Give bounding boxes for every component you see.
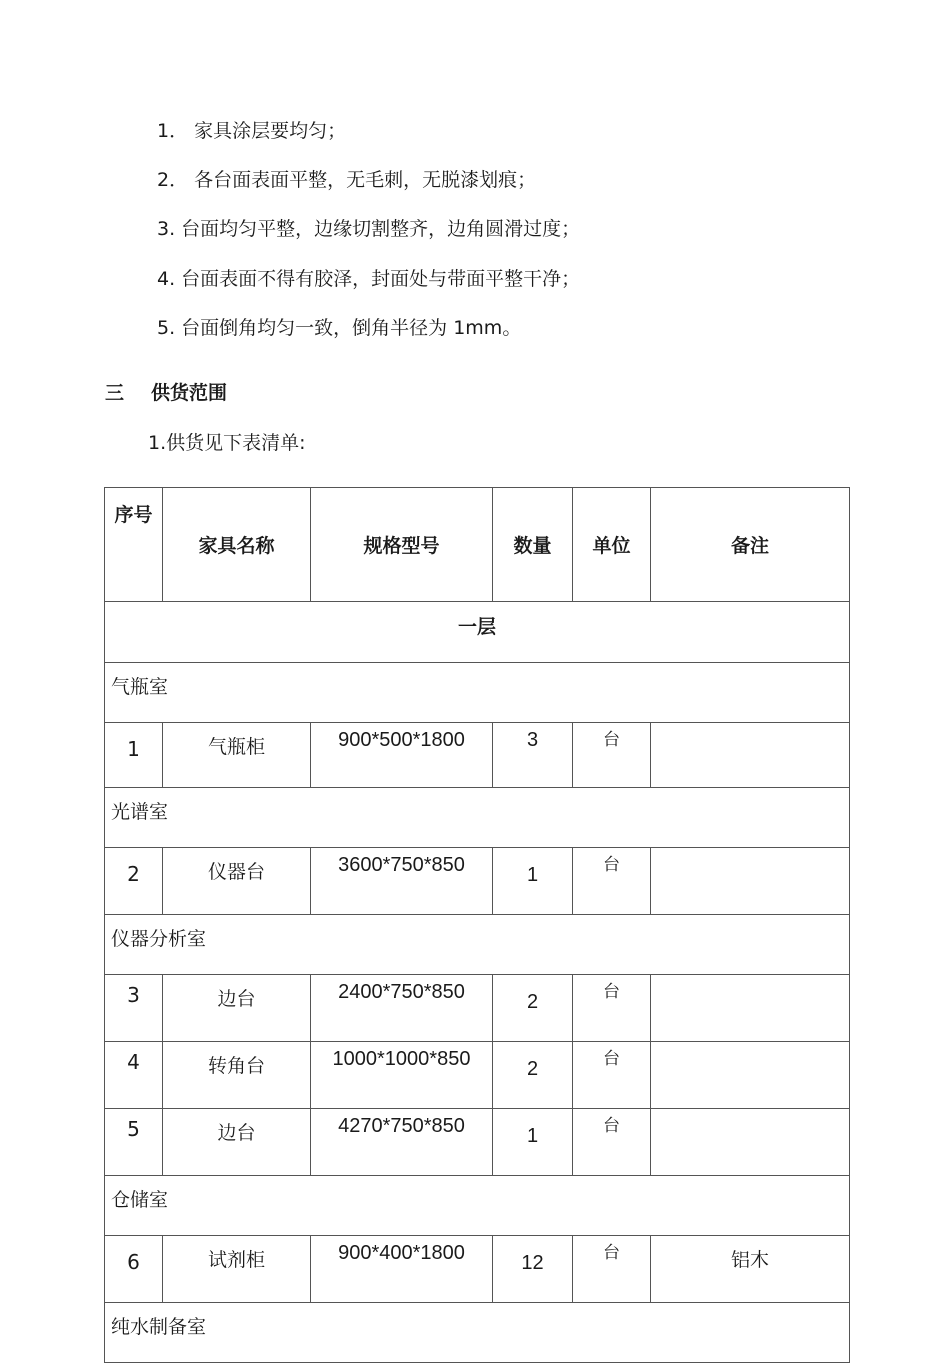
cell-note <box>651 848 850 915</box>
cell-seq: 2 <box>105 848 163 915</box>
room-row <box>105 915 850 975</box>
header-row <box>105 488 850 602</box>
cell-spec: 900*400*1800 <box>311 1236 493 1303</box>
room-name: 气瓶室 <box>105 663 850 723</box>
room-row <box>105 663 850 723</box>
cell-note <box>651 1109 850 1176</box>
cell-qty: 12 <box>493 1236 573 1303</box>
cell-note: 铝木 <box>651 1236 850 1303</box>
cell-spec: 3600*750*850 <box>311 848 493 915</box>
cell-qty: 1 <box>493 1109 573 1176</box>
cell-qty: 2 <box>493 975 573 1042</box>
room-name: 光谱室 <box>105 788 850 848</box>
requirement-item-3: 3. 台面均匀平整，边缘切割整齐，边角圆滑过度； <box>157 218 581 240</box>
requirement-item-2: 2． 各台面表面平整，无毛刺，无脱漆划痕； <box>157 169 537 191</box>
requirement-item-4: 4. 台面表面不得有胶泽，封面处与带面平整干净； <box>157 268 581 290</box>
cell-seq: 5 <box>105 1109 163 1176</box>
header-unit: 单位 <box>573 488 651 602</box>
room-row <box>105 1303 850 1363</box>
requirement-item-1: 1． 家具涂层要均匀； <box>157 120 347 142</box>
intro-text: 1.供货见下表清单: <box>148 432 306 454</box>
cell-qty: 1 <box>493 848 573 915</box>
header-spec: 规格型号 <box>311 488 493 602</box>
cell-seq: 4 <box>105 1042 163 1109</box>
header-note: 备注 <box>651 488 850 602</box>
cell-qty: 2 <box>493 1042 573 1109</box>
section-title: 供货范围 <box>151 382 228 404</box>
floor-label: 一层 <box>105 602 850 663</box>
cell-unit: 台 <box>573 723 651 788</box>
table-row <box>105 848 850 915</box>
cell-unit: 台 <box>573 1236 651 1303</box>
table-row <box>105 1236 850 1303</box>
room-row <box>105 1176 850 1236</box>
header-name: 家具名称 <box>163 488 311 602</box>
room-name: 仓储室 <box>105 1176 850 1236</box>
room-name: 仪器分析室 <box>105 915 850 975</box>
table-row <box>105 1109 850 1176</box>
header-seq: 序号 <box>105 488 163 602</box>
cell-seq: 3 <box>105 975 163 1042</box>
cell-unit: 台 <box>573 848 651 915</box>
cell-note <box>651 975 850 1042</box>
cell-unit: 台 <box>573 1042 651 1109</box>
cell-spec: 1000*1000*850 <box>311 1042 493 1109</box>
floor-row <box>105 602 850 663</box>
cell-spec: 900*500*1800 <box>311 723 493 788</box>
cell-name: 边台 <box>163 975 311 1042</box>
requirement-item-5: 5. 台面倒角均匀一致，倒角半径为 1mm。 <box>157 317 522 339</box>
room-name: 纯水制备室 <box>105 1303 850 1363</box>
cell-spec: 4270*750*850 <box>311 1109 493 1176</box>
cell-spec: 2400*750*850 <box>311 975 493 1042</box>
cell-name: 仪器台 <box>163 848 311 915</box>
table-row <box>105 975 850 1042</box>
table-row <box>105 1042 850 1109</box>
cell-name: 转角台 <box>163 1042 311 1109</box>
table-row <box>105 723 850 788</box>
header-qty: 数量 <box>493 488 573 602</box>
section-number: 三 <box>105 382 125 404</box>
cell-unit: 台 <box>573 1109 651 1176</box>
cell-seq: 1 <box>105 723 163 788</box>
cell-name: 试剂柜 <box>163 1236 311 1303</box>
cell-name: 边台 <box>163 1109 311 1176</box>
cell-note <box>651 1042 850 1109</box>
cell-note <box>651 723 850 788</box>
cell-qty: 3 <box>493 723 573 788</box>
room-row <box>105 788 850 848</box>
cell-unit: 台 <box>573 975 651 1042</box>
cell-name: 气瓶柜 <box>163 723 311 788</box>
cell-seq: 6 <box>105 1236 163 1303</box>
section-heading <box>105 378 227 405</box>
supply-table <box>104 487 850 1363</box>
